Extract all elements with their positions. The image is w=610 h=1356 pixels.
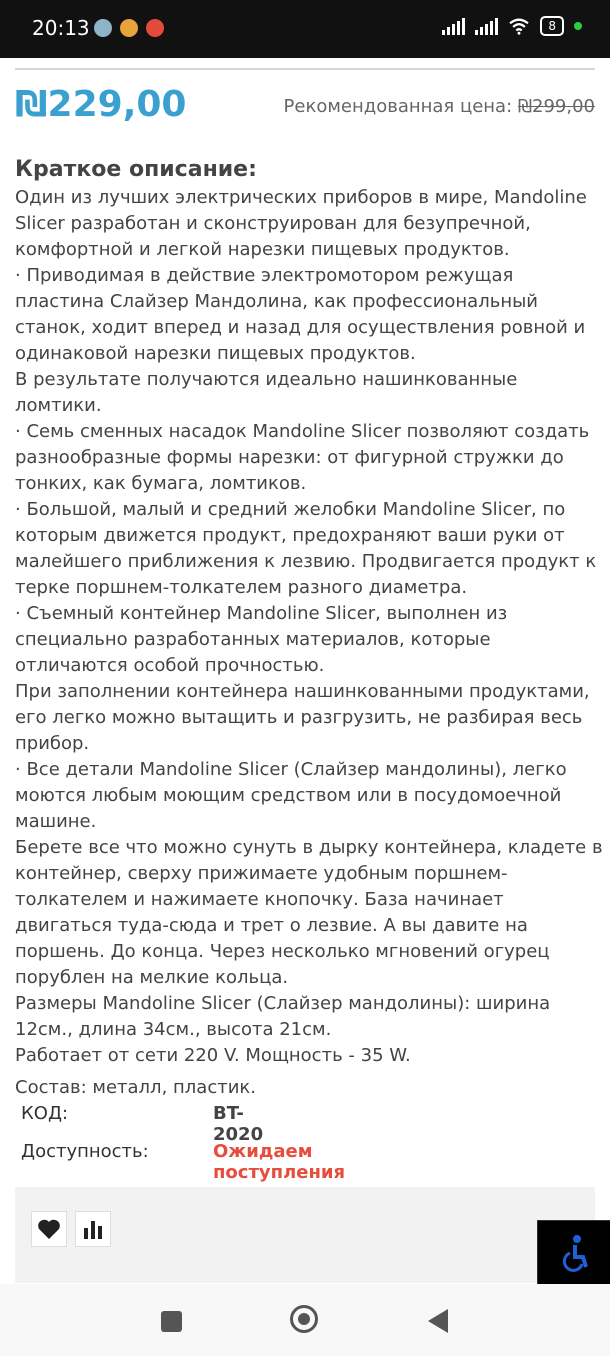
- accessibility-icon: [559, 1233, 591, 1273]
- availability-value: Ожидаем поступления: [213, 1141, 346, 1183]
- app-notification-icon-2: [146, 19, 164, 37]
- description-line: Размеры Mandoline Slicer (Слайзер мандолины): ширина 12см., длина 34см., высота 21см.: [15, 993, 551, 1040]
- status-indicators: [442, 16, 582, 36]
- description-line: Берете все что можно сунуть в дырку контейнера, кладете в контейнер, сверху прижимаете удобным поршнем-толкателем и нажимаете кнопочку. База начинает двигаться туда-сюда и трет о лезвие. А вы давите на поршень. До конца. Через несколько мгновений огурец порублен на мелкие кольца.: [15, 837, 603, 988]
- back-button[interactable]: [428, 1309, 448, 1333]
- wishlist-button[interactable]: [31, 1211, 67, 1247]
- signal-icon-2: [475, 17, 498, 35]
- description-line: · Приводимая в действие электромотором режущая пластина Слайзер Мандолина, как профессиональный станок, ходит вперед и назад для осуществления ровной и одинаковой нарезки пищевых продуктов.: [15, 265, 586, 364]
- heart-icon: [37, 1218, 61, 1240]
- status-time: 20:13: [32, 16, 90, 40]
- bar-chart-icon: [82, 1218, 104, 1240]
- description-line: · Большой, малый и средний желобки Mandoline Slicer, по которым движется продукт, предохраняют ваши руки от малейшего приближения к лезвию. Продвигается продукт к терке поршнем-толкателем разного диаметра.: [15, 499, 597, 598]
- description-line: В результате получаются идеально нашинкованные ломтики.: [15, 369, 518, 416]
- description-line: · Съемный контейнер Mandoline Slicer, выполнен из специально разработанных материалов, которые отличаются особой прочностью.: [15, 603, 508, 676]
- description-title: Краткое описание:: [15, 157, 257, 182]
- description-line: · Семь сменных насадок Mandoline Slicer позволяют создать разнообразные формы нарезки: от фигурной стружки до тонких, как бумага, ломтиков.: [15, 421, 590, 494]
- notification-icons: [94, 19, 164, 37]
- description-line: Один из лучших электрических приборов в мире, Mandoline Slicer разработан и сконструирован для безупречной, комфортной и легкой нарезки пищевых продуктов.: [15, 187, 587, 260]
- code-value: BT-2020: [213, 1103, 264, 1145]
- battery-icon: 8: [540, 16, 564, 36]
- compare-button[interactable]: [75, 1211, 111, 1247]
- description-body: [15, 185, 603, 1101]
- availability-label: Доступность:: [21, 1141, 149, 1162]
- recents-button[interactable]: [161, 1311, 182, 1332]
- status-bar: [0, 0, 610, 58]
- home-button[interactable]: [290, 1305, 318, 1333]
- recommended-price-label: Рекомендованная цена:: [283, 96, 513, 117]
- app-notification-icon: [120, 19, 138, 37]
- recommended-price-value: ₪299,00: [517, 96, 595, 117]
- description-line: · Все детали Mandoline Slicer (Слайзер мандолины), легко моются любым моющим средством или в посудомоечной машине.: [15, 759, 567, 832]
- product-actions: [15, 1187, 595, 1283]
- product-price: ₪229,00: [15, 84, 187, 125]
- system-nav-bar: [0, 1284, 610, 1356]
- privacy-indicator-icon: [574, 22, 582, 30]
- description-line: Работает от сети 220 V. Мощность - 35 W.: [15, 1045, 411, 1066]
- wifi-icon: [508, 17, 530, 35]
- weather-icon: [94, 19, 112, 37]
- recommended-price: [284, 96, 595, 117]
- signal-icon: [442, 17, 465, 35]
- code-label: КОД:: [21, 1103, 69, 1124]
- divider: [15, 68, 595, 70]
- description-line: При заполнении контейнера нашинкованными продуктами, его легко можно вытащить и разгрузить, не разбирая весь прибор.: [15, 681, 590, 754]
- accessibility-button[interactable]: [537, 1220, 610, 1286]
- composition: Состав: металл, пластик.: [15, 1077, 256, 1098]
